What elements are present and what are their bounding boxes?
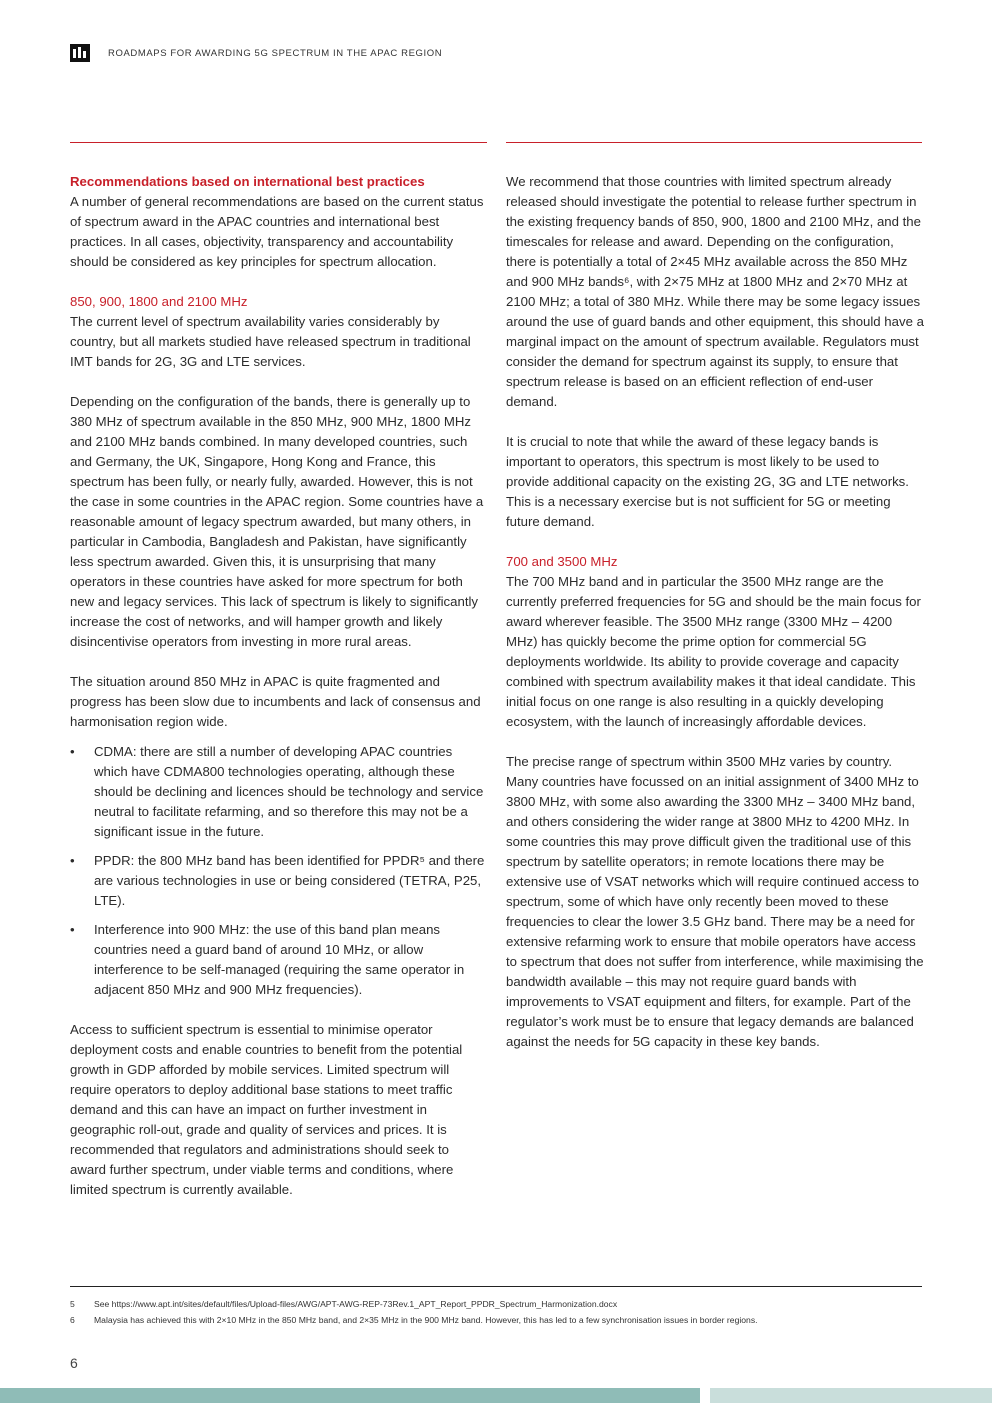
left-column-rule <box>70 142 487 143</box>
footnote <box>70 1312 922 1328</box>
footnote <box>70 1296 922 1312</box>
list-item-text: Interference into 900 MHz: the use of this band plan means countries need a guard band of around 10 MHz, or allow interference to be self-managed (requiring the same operator in adjacent 850 MHz and 900 MHz frequencies). <box>94 922 465 997</box>
section-heading-legacy-bands: 850, 900, 1800 and 2100 MHz <box>70 294 248 309</box>
bullet-icon: • <box>70 853 75 868</box>
footer-band-right <box>710 1388 992 1403</box>
paragraph: The 700 MHz band and in particular the 3500 MHz range are the currently preferred frequencies for 5G and should be the main focus for award wherever feasible. The 3500 MHz range (3300 MHz – 4200 MHz) has quickly become the prime option for commercial 5G deployments worldwide. Its ability to provide coverage and capacity combined with spectrum availability makes it that ideal candidate. This initial focus on one range is also resulting in a quickly developing ecosystem, with the launch of increasingly affordable devices. <box>506 574 921 729</box>
page-header <box>70 43 442 63</box>
paragraph: A number of general recommendations are based on the current status of spectrum award in the APAC countries and international best practices. In all cases, objectivity, transparency and accountability should be considered as key principles for spectrum allocation. <box>70 194 484 269</box>
bullet-icon: • <box>70 922 75 937</box>
page-number: 6 <box>70 1355 78 1371</box>
footnote-text: See https://www.apt.int/sites/default/files/Upload-files/AWG/APT-AWG-REP-73Rev.1_APT_Report_PPDR_Spectrum_Harmonization.docx <box>94 1299 618 1309</box>
list-item <box>70 742 488 842</box>
footnote-number: 6 <box>70 1315 75 1325</box>
list-item-text: PPDR: the 800 MHz band has been identified for PPDR⁵ and there are various technologies in use or being considered (TETRA, P25, LTE). <box>94 853 485 908</box>
left-column <box>70 172 488 1220</box>
footnote-number: 5 <box>70 1299 75 1309</box>
header-title: ROADMAPS FOR AWARDING 5G SPECTRUM IN THE APAC REGION <box>108 47 443 59</box>
footnote-text: Malaysia has achieved this with 2×10 MHz in the 850 MHz band, and 2×35 MHz in the 900 MHz band. However, this has led to a few synchronisation issues in border regions. <box>94 1315 758 1325</box>
paragraph: The situation around 850 MHz in APAC is quite fragmented and progress has been slow due to incumbents and lack of consensus and harmonisation region wide. <box>70 674 481 729</box>
footer-band-left <box>0 1388 700 1403</box>
section-heading-recommendations: Recommendations based on international best practices <box>70 174 425 189</box>
footnotes <box>70 1296 922 1328</box>
building-icon <box>70 44 90 62</box>
right-column-rule <box>506 142 922 143</box>
paragraph: Access to sufficient spectrum is essential to minimise operator deployment costs and enable countries to benefit from the potential growth in GDP afforded by mobile services. Limited spectrum will require operators to deploy additional base stations to meet traffic demand and this can have an impact on further investment in geographic roll-out, grade and quality of services and prices. It is recommended that regulators and administrations should seek to award further spectrum, under viable terms and conditions, where limited spectrum is currently available. <box>70 1022 463 1197</box>
list-item-text: CDMA: there are still a number of developing APAC countries which have CDMA800 technologies operating, although these should be declining and licences should be technology and service neutral to facilitate refarming, and so therefore this may not be a significant issue in the future. <box>94 744 484 839</box>
paragraph: The current level of spectrum availability varies considerably by country, but all markets studied have released spectrum in traditional IMT bands for 2G, 3G and LTE services. <box>70 314 471 369</box>
right-column <box>506 172 924 1072</box>
list-item <box>70 920 488 1000</box>
list-item <box>70 851 488 911</box>
paragraph: Depending on the configuration of the bands, there is generally up to 380 MHz of spectrum available in the 850 MHz, 900 MHz, 1800 MHz and 2100 MHz bands combined. In many developed countries, such and Germany, the UK, Singapore, Hong Kong and France, this spectrum has been fully, or nearly fully, awarded. However, this is not the case in some countries in the APAC region. Some countries have a reasonable amount of legacy spectrum awarded, but many others, in particular in Cambodia, Bangladesh and Pakistan, have significantly less spectrum awarded. Given this, it is unsurprising that many operators in these countries have asked for more spectrum for both new and legacy services. This lack of spectrum is likely to significantly increase the cost of networks, and will hamper growth and likely disincentivise operators from investing in more rural areas. <box>70 394 484 649</box>
bullet-icon: • <box>70 744 75 759</box>
paragraph: We recommend that those countries with limited spectrum already released should investigate the potential to release further spectrum in the existing frequency bands of 850, 900, 1800 and 2100 MHz, and the timescales for release and award. Depending on the configuration, there is potentially a total of 2×45 MHz available across the 850 MHz and 900 MHz bands⁶, with 2×75 MHz at 1800 MHz and 2×70 MHz at 2100 MHz; a total of 380 MHz. While there may be some legacy issues around the use of guard bands and other equipment, this should have a marginal impact on the amount of spectrum available. Regulators must consider the demand for spectrum against its supply, to ensure that spectrum release is based on an efficient reflection of end-user demand. <box>506 174 924 409</box>
footnote-rule <box>70 1286 922 1287</box>
section-heading-5g-bands: 700 and 3500 MHz <box>506 554 618 569</box>
bullet-list <box>70 742 488 1000</box>
paragraph: It is crucial to note that while the award of these legacy bands is important to operators, this spectrum is most likely to be used to provide additional capacity on the existing 2G, 3G and LTE networks. This is a necessary exercise but is not sufficient for 5G or meeting future demand. <box>506 434 909 529</box>
paragraph: The precise range of spectrum within 3500 MHz varies by country. Many countries have focussed on an initial assignment of 3400 MHz to 3800 MHz, with some also awarding the 3300 MHz – 3400 MHz band, and others considering the wider range at 3800 MHz to 4200 MHz. In some countries this may prove difficult given the traditional use of this spectrum by satellite operators; in remote locations there may be extensive use of VSAT networks which will require continued access to spectrum, some of which have only recently been moved to these frequencies to clear the lower 3.5 GHz band. There may be a need for extensive refarming work to ensure that mobile operators have access to spectrum that does not suffer from interference, while maximising the bandwidth available – this may not require guard bands with improvements to VSAT equipment and filters, for example. Part of the regulator’s work must be to ensure that legacy demands are balanced against the needs for 5G capacity in these key bands. <box>506 754 924 1049</box>
